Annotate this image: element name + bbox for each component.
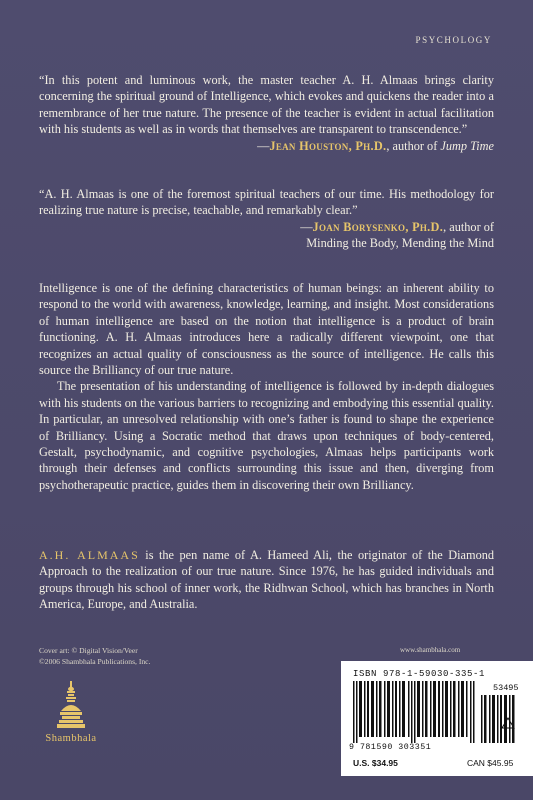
supplement-code: 53495 [493, 683, 519, 693]
endorsement-quote-2 [39, 186, 494, 252]
publisher-name: Shambhala [45, 733, 97, 744]
quote-text: “In this potent and luminous work, the master teacher A. H. Almaas brings clarity concerning the spiritual ground of Intelligence, which evokes and quickens the reader into a remembrance of her true nature. The presence of the teacher is evident in actual facilitation with his students as well as in words that themselves are transparent to transcendence.” [39, 73, 494, 137]
copyright-notice: ©2006 Shambhala Publications, Inc. [39, 656, 151, 666]
price-can: CAN $45.95 [467, 758, 514, 768]
endorser-work: Jump Time [440, 138, 494, 153]
attribution-dash: — [257, 138, 270, 153]
author-bio [39, 547, 494, 613]
price-us: U.S. $34.95 [353, 758, 398, 768]
publisher-logo [40, 681, 102, 744]
cover-art-credit: Cover art: © Digital Vision/Veer [39, 646, 138, 655]
triangle-icon [501, 717, 515, 729]
book-description [39, 280, 494, 493]
author-of-text: , author of [386, 138, 441, 153]
publisher-website: www.shambhala.com [400, 646, 461, 654]
attribution-dash: — [300, 219, 313, 234]
category-label: PSYCHOLOGY [415, 35, 492, 45]
stupa-icon [54, 681, 88, 729]
ean-barcode [353, 681, 477, 743]
isbn-label: ISBN 978-1-59030-335-1 [353, 669, 486, 679]
description-paragraph: Intelligence is one of the defining characteristics of human beings: an inherent ability to respond to the world with awareness, knowledge, learning, and insight. Most considerations of human intelligence are based on the notion that intelligence is a product of brain functioning. A. H. Almaas introduces here a radically different viewpoint, one that recognizes an actual quality of consciousness as the source of intelligence. He calls this source the Brilliancy of our true nature. [39, 281, 494, 378]
endorser-work: Minding the Body, Mending the Mind [306, 236, 494, 251]
quote-text: “A. H. Almaas is one of the foremost spiritual teachers of our time. His methodology for realizing true nature is precise, teachable, and remarkably clear.” [39, 187, 494, 218]
barcode-box [341, 661, 533, 776]
quote-attribution [39, 219, 494, 235]
author-of-text: , author of [443, 219, 494, 234]
bio-text: is the pen name of A. Hameed Ali, the originator of the Diamond Approach to the realization of our true nature. Since 1976, he has guided individuals and groups through his school of inner work, the Ridhwan School, which has branches in North America, Europe, and Australia. [39, 548, 495, 612]
credits [39, 646, 150, 667]
endorsement-quote-1 [39, 72, 494, 154]
description-paragraph: The presentation of his understanding of intelligence is followed by in-depth dialogues with his students on the various barriers to recognizing and embodying this essential quality. In particular, an unresolved relationship with one’s father is found to shape the experience of Brilliancy. Using a Socratic method that draws upon techniques of body-centered, Gestalt, psychodynamic, and cognitive psychologies, Almaas helps participants work through their defenses and conflicts surrounding this issue and then, diverging from psychotherapeutic practice, guides them in discovering their own Brilliancy. [39, 379, 494, 492]
quote-attribution [39, 138, 494, 154]
endorser-name: Jean Houston, Ph.D. [269, 138, 387, 153]
barcode-digits: 9 781590 303351 [349, 743, 432, 752]
author-name: A.H. ALMAAS [39, 548, 140, 562]
endorser-name: Joan Borysenko, Ph.D. [312, 219, 444, 234]
